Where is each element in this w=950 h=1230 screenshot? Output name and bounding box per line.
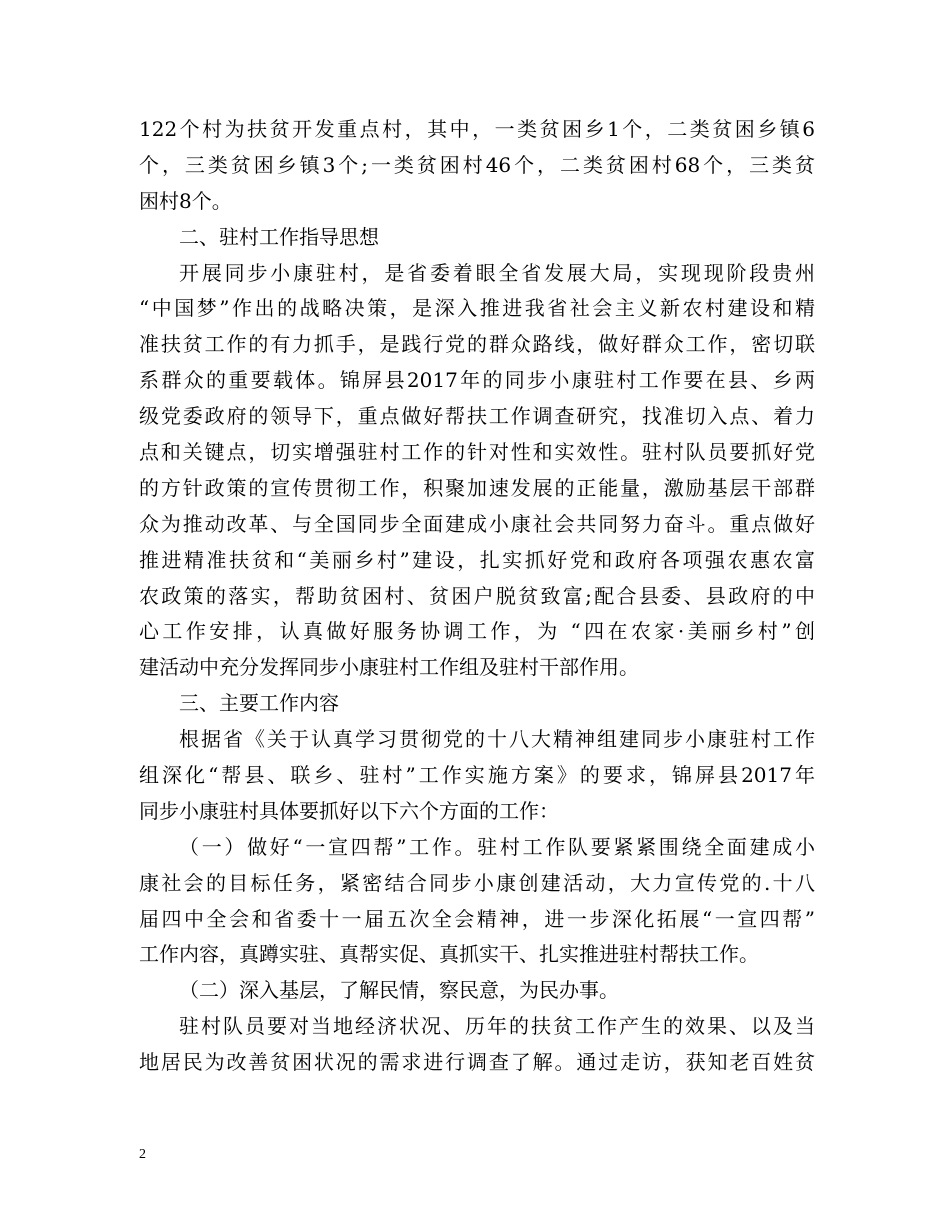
text-line: （一）做好“一宣四帮”工作。驻村工作队要紧紧围绕全面建成小 — [179, 834, 815, 859]
section-heading: 二、驻村工作指导思想 — [179, 224, 379, 249]
text-line: 准扶贫工作的有力抓手，是践行党的群众路线，做好群众工作，密切联 — [139, 332, 815, 357]
text-line: 级党委政府的领导下，重点做好帮扶工作调查研究，找准切入点、着力 — [139, 404, 815, 429]
text-line: 推进精准扶贫和“美丽乡村”建设，扎实抓好党和政府各项强农惠农富 — [139, 547, 815, 572]
text-line: 农政策的落实，帮助贫困村、贫困户脱贫致富;配合县委、县政府的中 — [139, 583, 815, 608]
text-line: “中国梦”作出的战略决策，是深入推进我省社会主义新农村建设和精 — [139, 296, 815, 321]
text-line: 的方针政策的宣传贯彻工作，积聚加速发展的正能量，激励基层干部群 — [139, 475, 815, 500]
section-heading: 三、主要工作内容 — [179, 691, 339, 716]
text-line: 系群众的重要载体。锦屏县2017年的同步小康驻村工作要在县、乡两 — [139, 368, 815, 393]
text-line: 心工作安排，认真做好服务协调工作，为 “四在农家·美丽乡村”创 — [139, 619, 815, 644]
text-line: 众为推动改革、与全国同步全面建成小康社会共同努力奋斗。重点做好 — [139, 511, 815, 536]
text-line: 根据省《关于认真学习贯彻党的十八大精神组建同步小康驻村工作 — [179, 727, 815, 752]
text-line: 122个村为扶贫开发重点村，其中，一类贫困乡1个，二类贫困乡镇6 — [139, 117, 815, 141]
page-number: 2 — [139, 1147, 146, 1162]
document-body — [139, 112, 815, 1081]
text-line: 工作内容，真蹲实驻、真帮实促、真抓实干、扎实推进驻村帮扶工作。 — [139, 942, 759, 967]
text-line: 驻村队员要对当地经济状况、历年的扶贫工作产生的效果、以及当 — [179, 1014, 815, 1039]
text-line: 个，三类贫困乡镇3个;一类贫困村46个，二类贫困村68个，三类贫 — [139, 152, 815, 177]
text-line: 届四中全会和省委十一届五次全会精神，进一步深化拓展“一宣四帮” — [139, 906, 815, 931]
text-line: 康社会的目标任务，紧密结合同步小康创建活动，大力宣传党的.十八 — [139, 870, 815, 895]
text-line: 同步小康驻村具体要抓好以下六个方面的工作： — [139, 798, 559, 823]
subsection-heading: （二）深入基层，了解民情，察民意，为民办事。 — [179, 978, 619, 1003]
text-line: 地居民为改善贫困状况的需求进行调查了解。通过走访，获知老百姓贫 — [139, 1050, 815, 1075]
text-line: 建活动中充分发挥同步小康驻村工作组及驻村干部作用。 — [139, 655, 639, 680]
text-line: 困村8个。 — [139, 188, 232, 213]
text-line: 点和关键点，切实增强驻村工作的针对性和实效性。驻村队员要抓好党 — [139, 440, 815, 465]
text-line: 组深化“帮县、联乡、驻村”工作实施方案》的要求，锦屏县2017年 — [139, 763, 815, 788]
text-line: 开展同步小康驻村，是省委着眼全省发展大局，实现现阶段贵州 — [179, 260, 815, 285]
